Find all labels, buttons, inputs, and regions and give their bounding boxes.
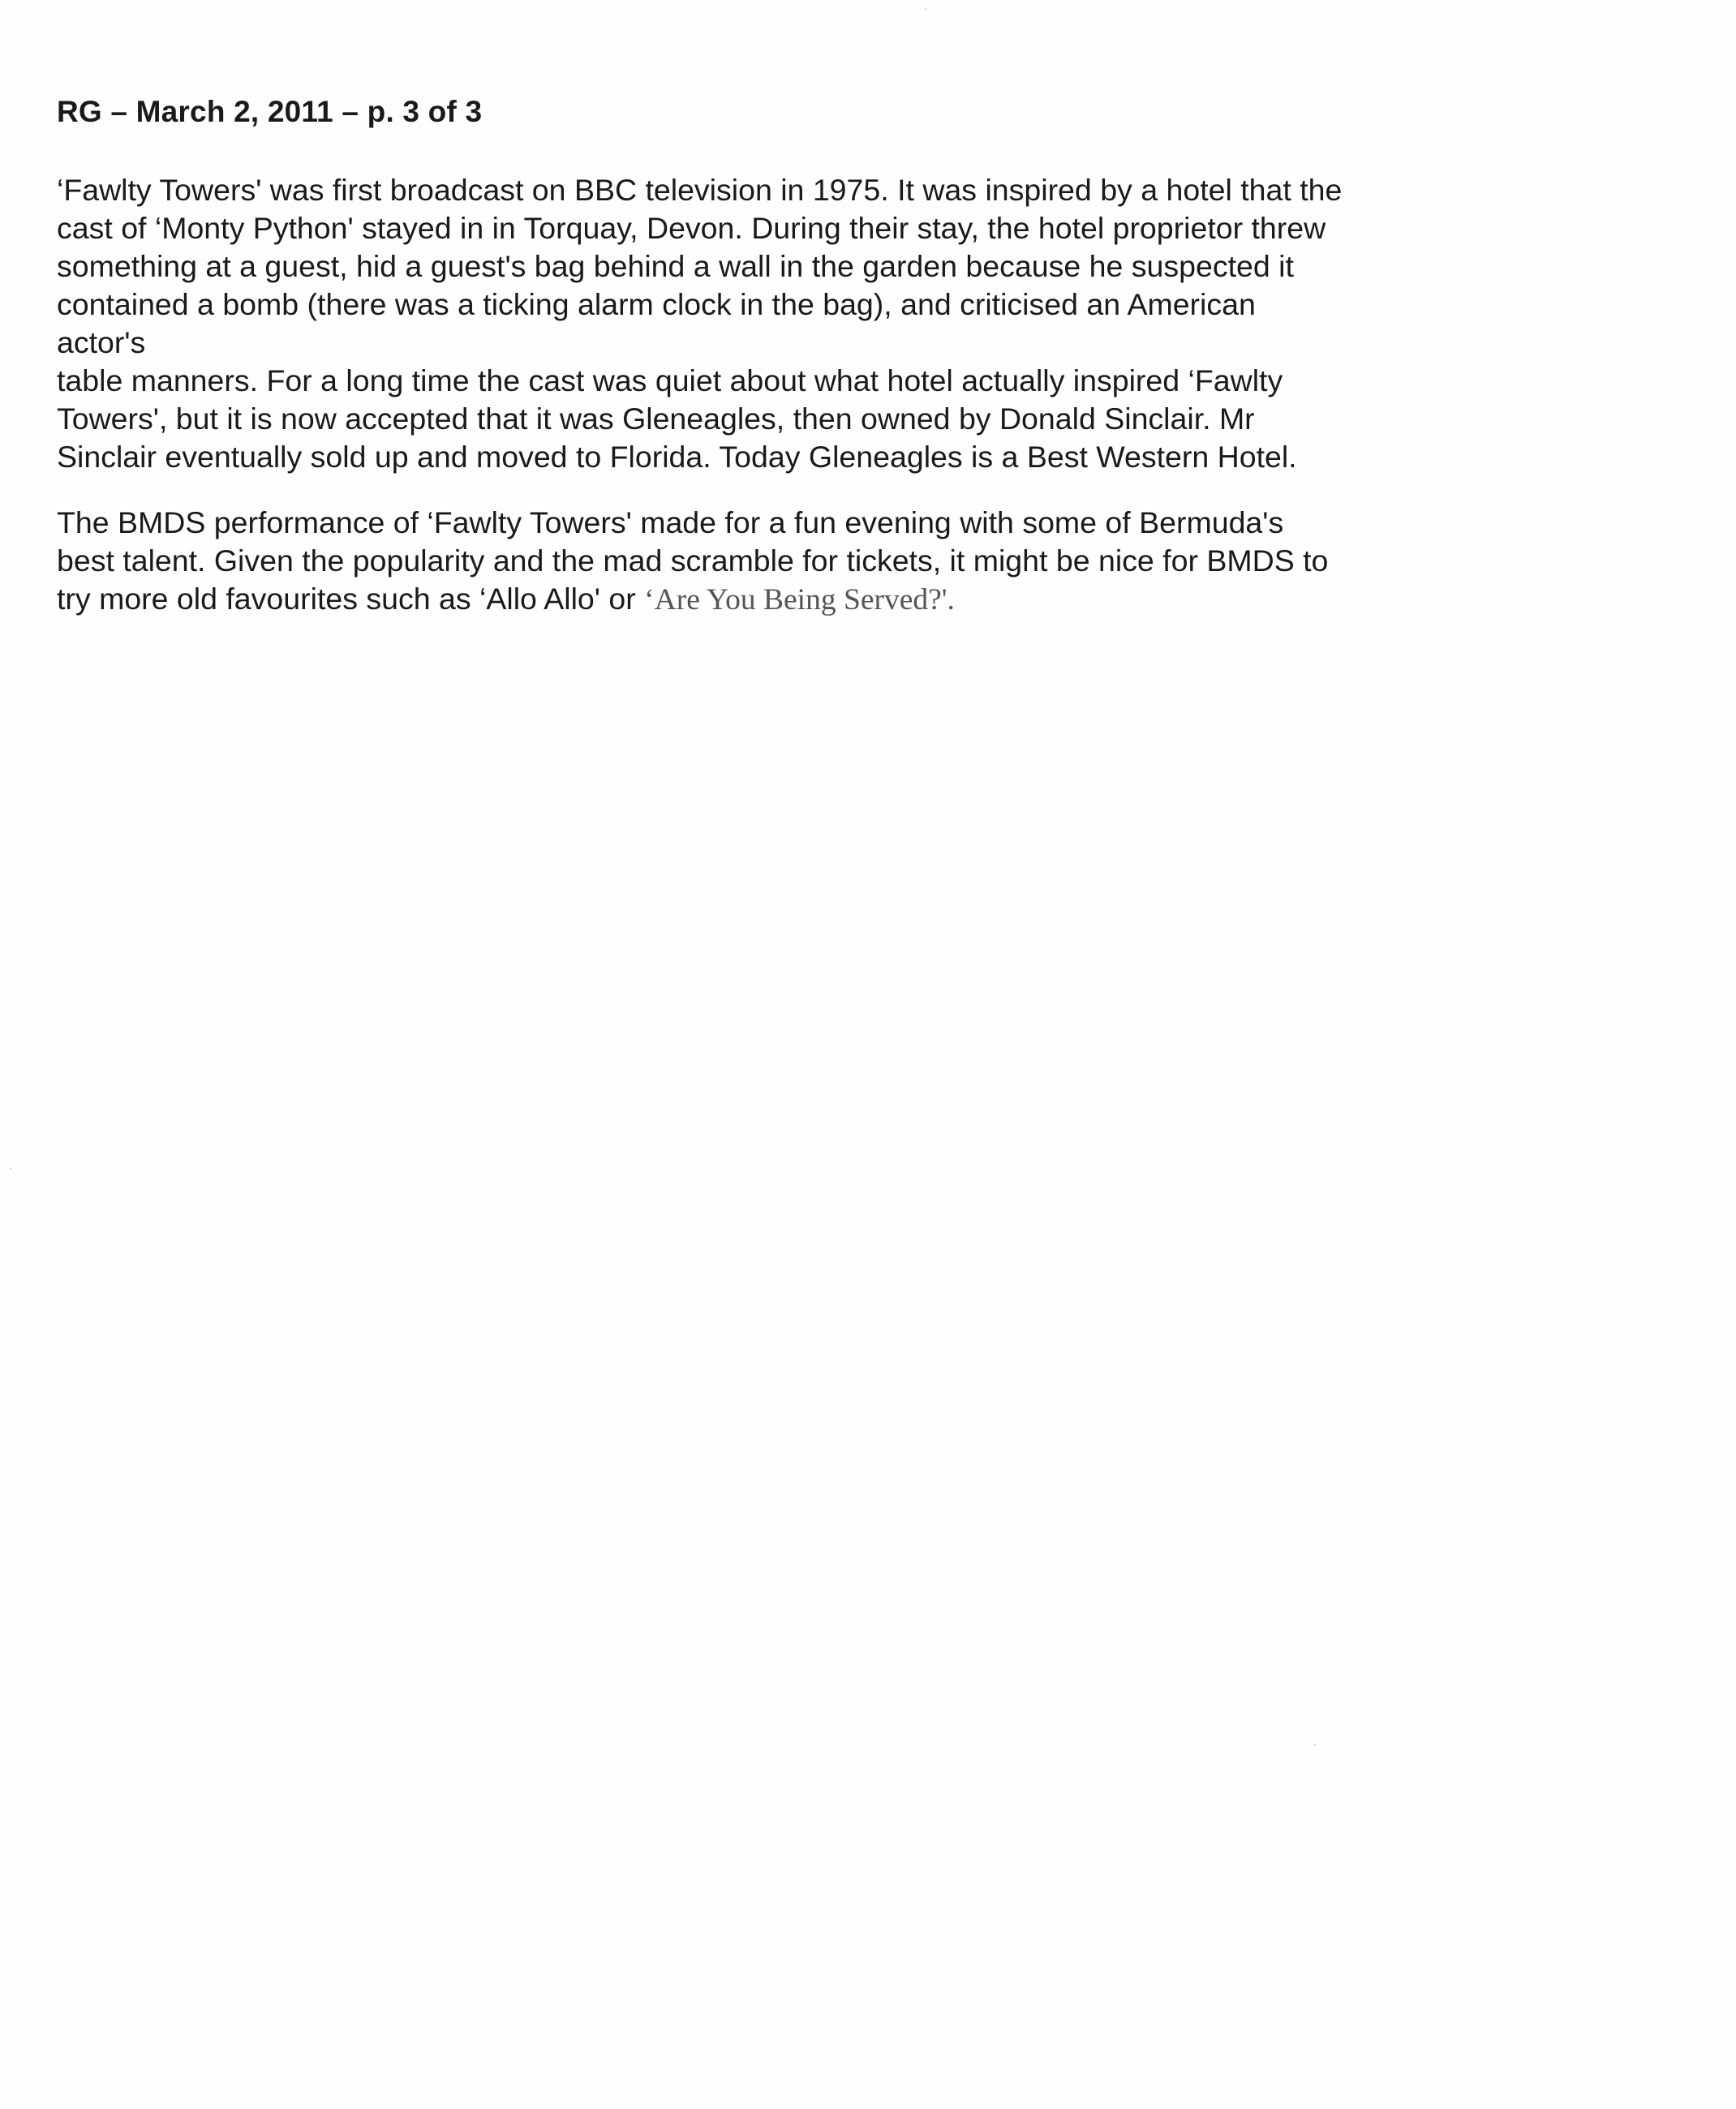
scan-speck [925, 8, 926, 10]
text-line: Towers', but it is now accepted that it was Gleneagles, then owned by Donald Sinclair. Mr [57, 402, 1255, 436]
paragraph-fawlty-history [57, 171, 1485, 476]
text-line: actor's [57, 325, 146, 359]
scan-speck [10, 1168, 11, 1170]
text-run: try more old favourites such as ‘Allo Allo' or [57, 582, 645, 616]
text-line: Sinclair eventually sold up and moved to Florida. Today Gleneagles is a Best Western Hotel. [57, 440, 1297, 474]
text-line: The BMDS performance of ‘Fawlty Towers' made for a fun evening with some of Bermuda's [57, 505, 1284, 539]
text-line: something at a guest, hid a guest's bag behind a wall in the garden because he suspected it [57, 249, 1294, 283]
text-line: best talent. Given the popularity and the mad scramble for tickets, it might be nice for BMDS to [57, 543, 1329, 578]
text-line: table manners. For a long time the cast was quiet about what hotel actually inspired ‘Fawlty [57, 363, 1283, 397]
page-header: RG – March 2, 2011 – p. 3 of 3 [57, 95, 483, 128]
text-line-last [57, 580, 1485, 618]
text-line: contained a bomb (there was a ticking alarm clock in the bag), and criticised an American [57, 287, 1256, 321]
scan-speck [1314, 1744, 1316, 1746]
text-line: ‘Fawlty Towers' was first broadcast on BBC television in 1975. It was inspired by a hotel that the [57, 173, 1343, 207]
text-run-serif: ‘Are You Being Served?'. [644, 583, 955, 616]
paragraph-bmds-performance [57, 504, 1485, 618]
text-line: cast of ‘Monty Python' stayed in in Torquay, Devon. During their stay, the hotel proprietor threw [57, 211, 1326, 245]
